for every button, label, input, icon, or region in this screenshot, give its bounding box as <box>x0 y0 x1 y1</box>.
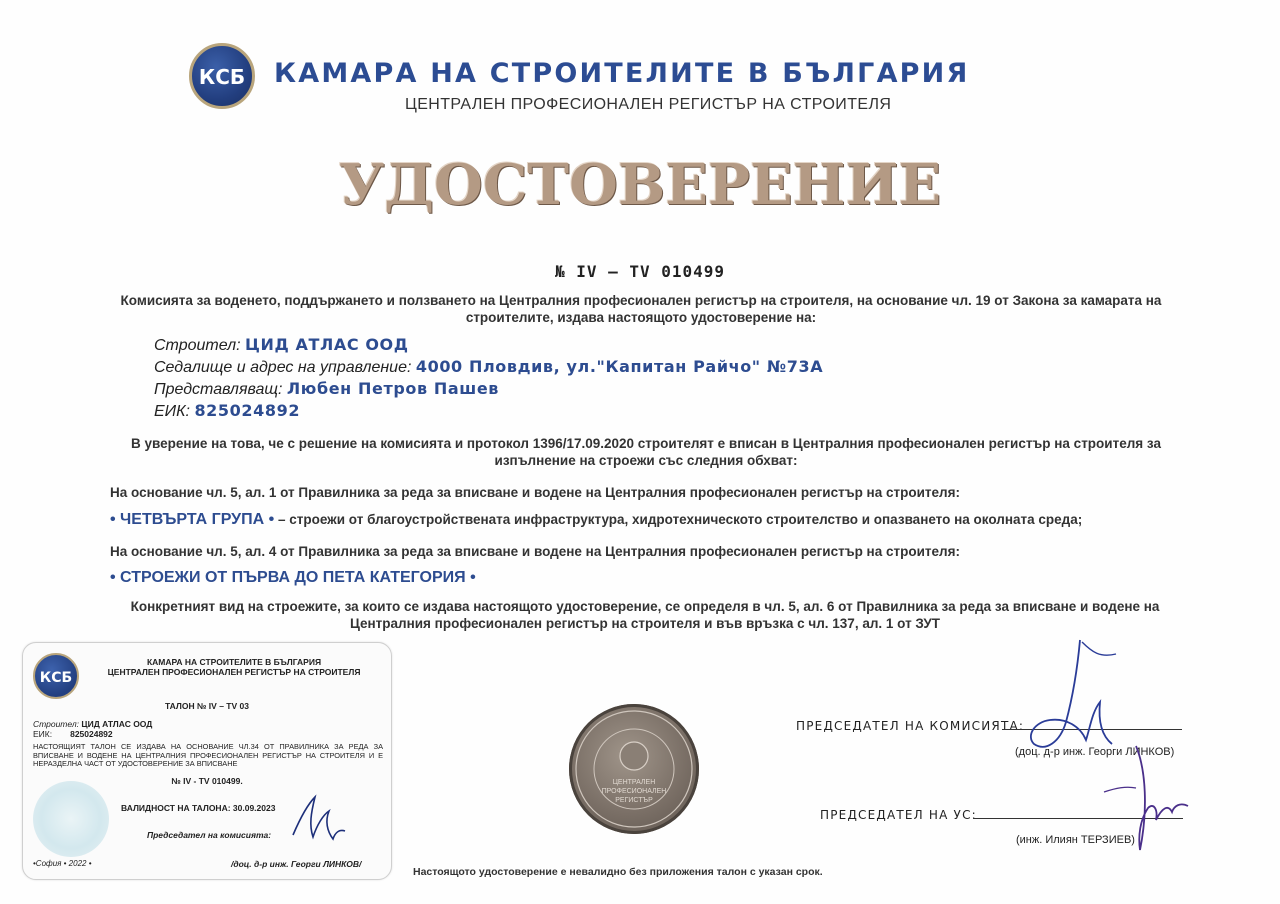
builder-fields <box>154 334 823 422</box>
footer-note: Настоящото удостоверение е невалидно без приложения талон с указан срок. <box>413 866 823 878</box>
talon-chair-name: /доц. д-р инж. Георги ЛИНКОВ/ <box>231 859 362 869</box>
category-line: • СТРОЕЖИ ОТ ПЪРВА ДО ПЕТА КАТЕГОРИЯ • <box>110 569 476 586</box>
talon-eik-label: ЕИК: <box>33 729 53 739</box>
group-description: – строежи от благоустройствената инфраструктура, хидротехническото строителство и опазването на околната среда; <box>274 512 1083 527</box>
talon-signature <box>285 791 355 849</box>
talon-builder <box>33 719 152 739</box>
address-label: Седалище и адрес на управление: <box>154 359 412 376</box>
commission-chair-label: ПРЕДСЕДАТЕЛ НА КОМИСИЯТА: <box>796 719 1025 733</box>
eik-value: 825024892 <box>194 401 301 420</box>
board-chair-name: (инж. Илиян ТЕРЗИЕВ) <box>1016 834 1135 846</box>
builder-label: Строител: <box>154 337 241 354</box>
talon-card <box>22 642 392 880</box>
seal-emblem-icon <box>569 704 699 834</box>
svg-text:РЕГИСТЪР: РЕГИСТЪР <box>615 797 653 804</box>
org-name: КАМАРА НА СТРОИТЕЛИТЕ В БЪЛГАРИЯ <box>274 58 970 89</box>
basis-paragraph-1: На основание чл. 5, ал. 1 от Правилника за реда за вписване и водене на Централния професионален регистър на строителя: <box>110 485 960 500</box>
talon-cert-number: № IV - TV 010499. <box>171 776 243 786</box>
basis-paragraph-2: На основание чл. 5, ал. 4 от Правилника за реда за вписване и водене на Централния професионален регистър на строителя: <box>110 544 960 559</box>
address-value: 4000 Пловдив, ул."Капитан Райчо" №73А <box>415 357 824 376</box>
talon-text: НАСТОЯЩИЯТ ТАЛОН СЕ ИЗДАВА НА ОСНОВАНИЕ ЧЛ.34 ОТ ПРАВИЛНИКА ЗА РЕДА ЗА ВПИСВАНЕ И ВОДЕНЕ НА ЦЕНТРАЛНИЯ ПРОФЕСИОНАЛЕН РЕГИСТЪР НА СТРОИТЕЛЯ И Е НЕРАЗДЕЛНА ЧАСТ ОТ УДОСТОВЕРЕНИЕ ЗА ВПИСВАНЕ <box>33 742 383 768</box>
talon-validity: ВАЛИДНОСТ НА ТАЛОНА: 30.09.2023 <box>121 803 276 813</box>
talon-builder-value: ЦИД АТЛАС ООД <box>81 719 153 729</box>
official-seal <box>569 704 699 834</box>
talon-logo <box>33 653 79 699</box>
builder-row <box>154 334 823 356</box>
talon-org-line2: ЦЕНТРАЛЕН ПРОФЕСИОНАЛЕН РЕГИСТЪР НА СТРОИТЕЛЯ <box>107 667 361 677</box>
talon-number: ТАЛОН № IV – TV 03 <box>165 701 249 711</box>
document-title: УДОСТОВЕРЕНИЕ <box>338 152 942 218</box>
talon-eik-value: 825024892 <box>70 729 113 739</box>
group-line <box>110 511 1082 529</box>
builder-value: ЦИД АТЛАС ООД <box>245 335 409 354</box>
talon-chair-label: Председател на комисията: <box>147 830 272 840</box>
talon-place-year: •София • 2022 • <box>33 859 92 868</box>
logo-mark-icon <box>192 46 252 106</box>
commission-chair-name: (доц. д-р инж. Георги ЛИНКОВ) <box>1015 746 1175 758</box>
board-chair-label: ПРЕДСЕДАТЕЛ НА УС: <box>820 808 977 822</box>
concrete-paragraph: Конкретният вид на строежите, за които се издава настоящото удостоверение, се определя в чл. 5, ал. 6 от Правилника за реда за вписване и водене на Централния професионален регистър на строителя и във връзка с чл. 137, ал. 1 от ЗУТ <box>130 599 1160 631</box>
address-row <box>154 356 823 378</box>
intro-paragraph: Комисията за воденето, поддържането и ползването на Централния професионален регистър на строителя, на основание чл. 19 от Закона за камарата на строителите, издава настоящото удостоверение на: <box>120 293 1162 325</box>
org-logo <box>189 43 255 109</box>
talon-logo-icon <box>35 655 77 697</box>
talon-builder-label: Строител: <box>33 719 79 729</box>
representative-label: Представляващ: <box>154 381 283 398</box>
logo-text: КСБ <box>198 65 246 89</box>
svg-text:ПРОФЕСИОНАЛЕН: ПРОФЕСИОНАЛЕН <box>601 788 667 795</box>
hologram-sticker <box>33 781 109 857</box>
document-number: № IV – TV 010499 <box>554 262 726 281</box>
eik-label: ЕИК: <box>154 403 190 420</box>
talon-org-line1: КАМАРА НА СТРОИТЕЛИТЕ В БЪЛГАРИЯ <box>146 657 322 667</box>
representative-value: Любен Петров Пашев <box>286 379 500 398</box>
decision-paragraph: В уверение на това, че с решение на комисията и протокол 1396/17.09.2020 строителят е вписан в Централния професионален регистър на строителя за изпълнение на строежи със следния обхват: <box>131 436 1161 468</box>
talon-logo-text: КСБ <box>39 670 73 686</box>
board-signature <box>1096 740 1206 860</box>
talon-org <box>89 657 379 677</box>
svg-text:ЦЕНТРАЛЕН: ЦЕНТРАЛЕН <box>612 779 656 786</box>
org-subtitle: ЦЕНТРАЛЕН ПРОФЕСИОНАЛЕН РЕГИСТЪР НА СТРОИТЕЛЯ <box>405 96 892 113</box>
representative-row <box>154 378 823 400</box>
eik-row <box>154 400 823 422</box>
group-name: • ЧЕТВЪРТА ГРУПА • <box>110 511 275 528</box>
